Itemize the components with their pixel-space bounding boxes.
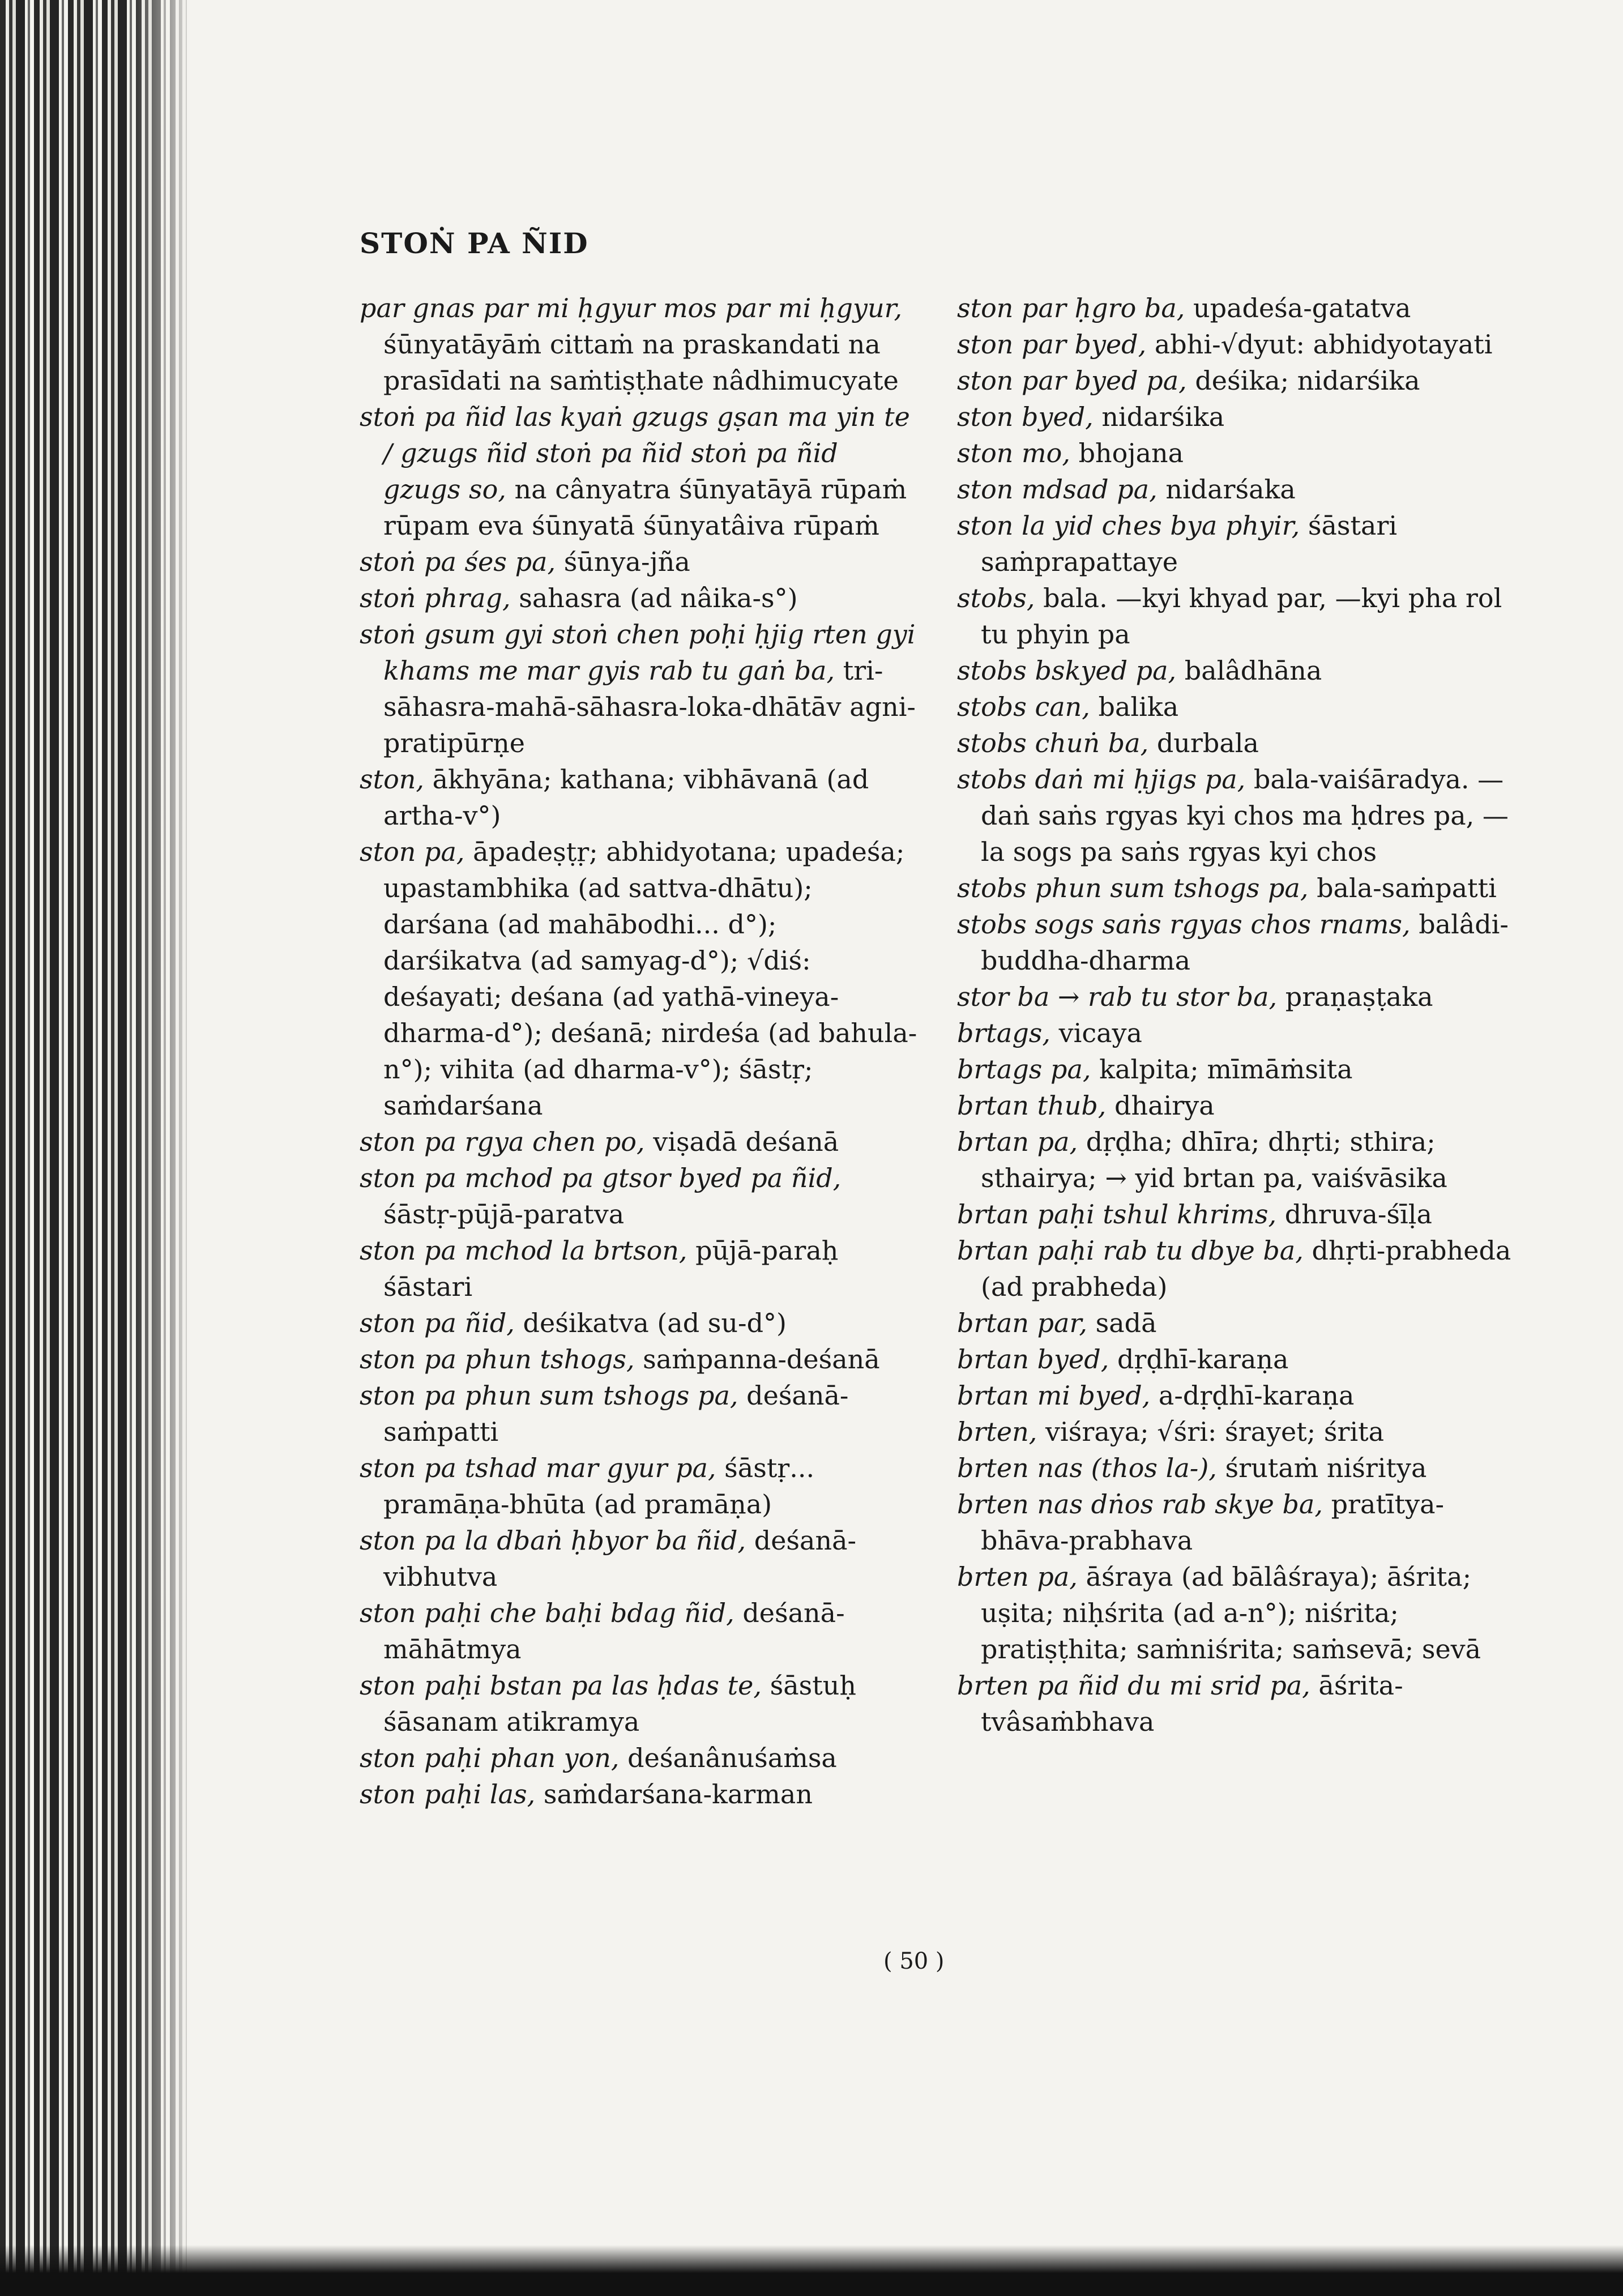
dictionary-entry: [957, 362, 1523, 399]
dictionary-entry: [957, 725, 1523, 761]
tibetan-headword: ston paḥi bstan pa las ḥdas te,: [360, 1670, 762, 1701]
dictionary-entry: [957, 1486, 1523, 1559]
sanskrit-equivalent: balika: [1090, 692, 1179, 722]
tibetan-headword: ston par ḥgro ba,: [957, 293, 1185, 323]
tibetan-headword: brten pa ñid du mi srid pa,: [957, 1670, 1310, 1701]
dictionary-entry: [957, 1341, 1523, 1377]
right-column: [957, 290, 1523, 1740]
dictionary-entry: [957, 870, 1523, 906]
sanskrit-equivalent: bala-saṁpatti: [1308, 873, 1497, 903]
sanskrit-equivalent: śāstṛ-pūjā-paratva: [383, 1199, 625, 1230]
dictionary-entry: [360, 1740, 920, 1776]
tibetan-headword: brtan par,: [957, 1308, 1088, 1338]
sanskrit-equivalent: sadā: [1087, 1308, 1157, 1338]
dictionary-entry: [360, 580, 920, 616]
tibetan-headword: ston mo,: [957, 438, 1070, 468]
dictionary-entry: [957, 1667, 1523, 1740]
sanskrit-equivalent: deśanânuśaṁsa: [619, 1743, 837, 1773]
dictionary-entry: [360, 1341, 920, 1377]
sanskrit-equivalent: pūjā-paraḥ śāstari: [383, 1235, 839, 1302]
tibetan-headword: ston pa,: [360, 837, 465, 867]
tibetan-headword: ston par byed pa,: [957, 365, 1187, 396]
tibetan-headword: stobs daṅ mi ḥjigs pa,: [957, 764, 1246, 795]
dictionary-entry: [957, 326, 1523, 362]
dictionary-entry: [360, 1305, 920, 1341]
tibetan-headword: stoṅ pa ñid las kyaṅ gzugs gṣan ma yin te / gzugs ñid stoṅ pa ñid stoṅ pa ñid gzugs so,: [360, 402, 910, 505]
dictionary-entry: [957, 1305, 1523, 1341]
sanskrit-equivalent: nidarśika: [1093, 402, 1225, 432]
dictionary-entry: [360, 1667, 920, 1740]
dictionary-entry: [957, 580, 1523, 652]
page-bottom-edge: [0, 2245, 1623, 2296]
dictionary-entry: [957, 1015, 1523, 1051]
tibetan-headword: brten nas (thos la-),: [957, 1453, 1217, 1483]
dictionary-entry: [957, 652, 1523, 689]
tibetan-headword: ston pa phun tshogs,: [360, 1344, 635, 1375]
tibetan-headword: ston pa tshad mar gyur pa,: [360, 1453, 716, 1483]
tibetan-headword: brtan byed,: [957, 1344, 1109, 1375]
tibetan-headword: stor ba → rab tu stor ba,: [957, 981, 1278, 1012]
dictionary-entry: [957, 761, 1523, 870]
sanskrit-equivalent: balâdhāna: [1176, 655, 1322, 686]
tibetan-headword: stobs chuṅ ba,: [957, 728, 1149, 758]
sanskrit-equivalent: śrutaṁ niśritya: [1216, 1453, 1427, 1483]
tibetan-headword: stobs,: [957, 583, 1035, 613]
dictionary-entry: [360, 1124, 920, 1160]
tibetan-headword: brten,: [957, 1416, 1037, 1447]
dictionary-entry: [360, 1160, 920, 1232]
sanskrit-equivalent: sahasra (ad nâika-s°): [510, 583, 798, 613]
sanskrit-equivalent: nidarśaka: [1157, 474, 1296, 505]
sanskrit-equivalent: śūnyatāyāṁ cittaṁ na praskandati na prasīdati na saṁtiṣṭhate nâdhimucyate: [383, 329, 899, 396]
sanskrit-equivalent: na cânyatra śūnyatāyā rūpaṁ rūpam eva śūnyatā śūnyatâiva rūpaṁ: [383, 474, 907, 541]
dictionary-entry: [957, 1196, 1523, 1232]
tibetan-headword: brtags,: [957, 1018, 1051, 1048]
running-head: STOṄ PA ÑID: [360, 227, 589, 260]
tibetan-headword: brtan paḥi rab tu dbye ba,: [957, 1235, 1304, 1266]
tibetan-headword: ston mdsad pa,: [957, 474, 1158, 505]
sanskrit-equivalent: abhi-√dyut: abhidyotayati: [1146, 329, 1493, 360]
sanskrit-equivalent: dṛḍha; dhīra; dhṛti; sthira; sthairya; → yid brtan pa, vaiśvāsika: [981, 1126, 1447, 1193]
dictionary-entry: [957, 1051, 1523, 1087]
dictionary-entry: [360, 1522, 920, 1595]
tibetan-headword: ston pa la dbaṅ ḥbyor ba ñid,: [360, 1525, 746, 1556]
sanskrit-equivalent: ākhyāna; kathana; vibhāvanā (ad artha-v°): [383, 764, 869, 831]
page-number: ( 50 ): [883, 1948, 945, 1974]
sanskrit-equivalent: durbala: [1148, 728, 1259, 758]
dictionary-entry: [957, 1450, 1523, 1486]
tibetan-headword: brtan thub,: [957, 1090, 1107, 1121]
sanskrit-equivalent: a-dṛḍhī-karaṇa: [1150, 1380, 1355, 1411]
tibetan-headword: ston par byed,: [957, 329, 1147, 360]
dictionary-entry: [360, 1776, 920, 1812]
dictionary-entry: [957, 290, 1523, 326]
sanskrit-equivalent: deśanā-māhātmya: [383, 1598, 845, 1665]
sanskrit-equivalent: viśraya; √śri: śrayet; śrita: [1037, 1416, 1385, 1447]
sanskrit-equivalent: śāstuḥ śāsanam atikramya: [383, 1670, 856, 1737]
tibetan-headword: ston byed,: [957, 402, 1094, 432]
dictionary-entry: [957, 399, 1523, 435]
tibetan-headword: ston la yid ches bya phyir,: [957, 510, 1300, 541]
sanskrit-equivalent: viṣadā deśanā: [644, 1126, 839, 1157]
dictionary-entry: [360, 1595, 920, 1667]
dictionary-entry: [957, 507, 1523, 580]
tibetan-headword: stoṅ pa śes pa,: [360, 547, 556, 577]
tibetan-headword: brten pa,: [957, 1561, 1078, 1592]
sanskrit-equivalent: āpadeṣṭṛ; abhidyotana; upadeśa; upastambhika (ad sattva-dhātu); darśana (ad mahābodhi... d°); darśikatva (ad samyag-d°); √diś: deśayati; deśana (ad yathā-vineya-dharma-d°); deśanā; nirdeśa (ad bahula-n°); vihita (ad dharma-v°); śāstṛ; saṁdarśana: [383, 837, 917, 1121]
dictionary-entry: [360, 1232, 920, 1305]
dictionary-entry: [360, 616, 920, 761]
tibetan-headword: ston paḥi che baḥi bdag ñid,: [360, 1598, 734, 1628]
page-gutter: [130, 0, 198, 2296]
tibetan-headword: brtan mi byed,: [957, 1380, 1151, 1411]
tibetan-headword: ston,: [360, 764, 425, 795]
sanskrit-equivalent: dhruva-śīḷa: [1276, 1199, 1432, 1230]
dictionary-entry: [957, 1087, 1523, 1124]
tibetan-headword: brtags pa,: [957, 1054, 1091, 1085]
sanskrit-equivalent: deśikatva (ad su-d°): [514, 1308, 787, 1338]
sanskrit-equivalent: śāstṛ... pramāṇa-bhūta (ad pramāṇa): [383, 1453, 815, 1520]
dictionary-entry: [957, 979, 1523, 1015]
sanskrit-equivalent: bhojana: [1070, 438, 1184, 468]
dictionary-entry: [957, 435, 1523, 471]
dictionary-entry: [957, 1559, 1523, 1667]
sanskrit-equivalent: āśrita-tvâsaṁbhava: [981, 1670, 1403, 1737]
tibetan-headword: ston paḥi las,: [360, 1779, 536, 1810]
tibetan-headword: brtan pa,: [957, 1126, 1078, 1157]
tibetan-headword: par gnas par mi ḥgyur mos par mi ḥgyur,: [360, 293, 903, 323]
dictionary-entry: [957, 471, 1523, 507]
dictionary-entry: [957, 1377, 1523, 1414]
dictionary-entry: [957, 689, 1523, 725]
dictionary-entry: [360, 761, 920, 834]
tibetan-headword: ston pa phun sum tshogs pa,: [360, 1380, 738, 1411]
tibetan-headword: stoṅ gsum gyi stoṅ chen poḥi ḥjig rten gyi khams me mar gyis rab tu gaṅ ba,: [360, 619, 916, 686]
sanskrit-equivalent: saṁdarśana-karman: [535, 1779, 813, 1810]
sanskrit-equivalent: śāstari saṁprapattaye: [981, 510, 1398, 577]
tibetan-headword: ston pa ñid,: [360, 1308, 515, 1338]
sanskrit-equivalent: dhṛti-prabheda (ad prabheda): [981, 1235, 1511, 1302]
sanskrit-equivalent: deśanā-saṁpatti: [383, 1380, 849, 1447]
tibetan-headword: ston pa rgya chen po,: [360, 1126, 645, 1157]
dictionary-entry: [360, 834, 920, 1124]
tibetan-headword: stoṅ phrag,: [360, 583, 511, 613]
sanskrit-equivalent: deśika; nidarśika: [1186, 365, 1420, 396]
tibetan-headword: ston pa mchod la brtson,: [360, 1235, 687, 1266]
sanskrit-equivalent: āśraya (ad bālâśraya); āśrita; uṣita; niḥśrita (ad a-n°); niśrita; pratiṣṭhita; saṁniśrita; saṁsevā; sevā: [981, 1561, 1481, 1665]
sanskrit-equivalent: balâdi-buddha-dharma: [981, 909, 1509, 976]
tibetan-headword: ston paḥi phan yon,: [360, 1743, 620, 1773]
sanskrit-equivalent: vicaya: [1050, 1018, 1142, 1048]
sanskrit-equivalent: praṇaṣṭaka: [1277, 981, 1433, 1012]
dictionary-entry: [957, 1414, 1523, 1450]
tibetan-headword: brtan paḥi tshul khrims,: [957, 1199, 1277, 1230]
sanskrit-equivalent: saṁpanna-deśanā: [634, 1344, 880, 1375]
tibetan-headword: stobs sogs saṅs rgyas chos rnams,: [957, 909, 1411, 940]
sanskrit-equivalent: dṛḍhī-karaṇa: [1109, 1344, 1289, 1375]
tibetan-headword: stobs phun sum tshogs pa,: [957, 873, 1309, 903]
sanskrit-equivalent: tri-sāhasra-mahā-sāhasra-loka-dhātāv agni-pratipūrṇe: [383, 655, 916, 758]
dictionary-entry: [360, 1377, 920, 1450]
sanskrit-equivalent: dhairya: [1106, 1090, 1215, 1121]
tibetan-headword: brten nas dṅos rab skye ba,: [957, 1489, 1323, 1520]
dictionary-entry: [360, 1450, 920, 1522]
sanskrit-equivalent: deśanā-vibhutva: [383, 1525, 857, 1592]
dictionary-entry: [360, 399, 920, 544]
sanskrit-equivalent: pratītya-bhāva-prabhava: [981, 1489, 1445, 1556]
dictionary-entry: [360, 290, 920, 399]
dictionary-entry: [957, 1232, 1523, 1305]
sanskrit-equivalent: upadeśa-gatatva: [1185, 293, 1411, 323]
left-column: [360, 290, 920, 1812]
tibetan-headword: stobs can,: [957, 692, 1090, 722]
sanskrit-equivalent: bala. —kyi khyad par, —kyi pha rol tu phyin pa: [981, 583, 1502, 650]
dictionary-entry: [957, 1124, 1523, 1196]
dictionary-entry: [957, 906, 1523, 979]
sanskrit-equivalent: kalpita; mīmāṁsita: [1091, 1054, 1353, 1085]
dictionary-entry: [360, 544, 920, 580]
sanskrit-equivalent: bala-vaiśāradya. —daṅ saṅs rgyas kyi chos ma ḥdres pa, —la sogs pa saṅs rgyas kyi chos: [981, 764, 1509, 867]
tibetan-headword: ston pa mchod pa gtsor byed pa ñid,: [360, 1163, 842, 1193]
tibetan-headword: stobs bskyed pa,: [957, 655, 1177, 686]
sanskrit-equivalent: śūnya-jña: [556, 547, 690, 577]
